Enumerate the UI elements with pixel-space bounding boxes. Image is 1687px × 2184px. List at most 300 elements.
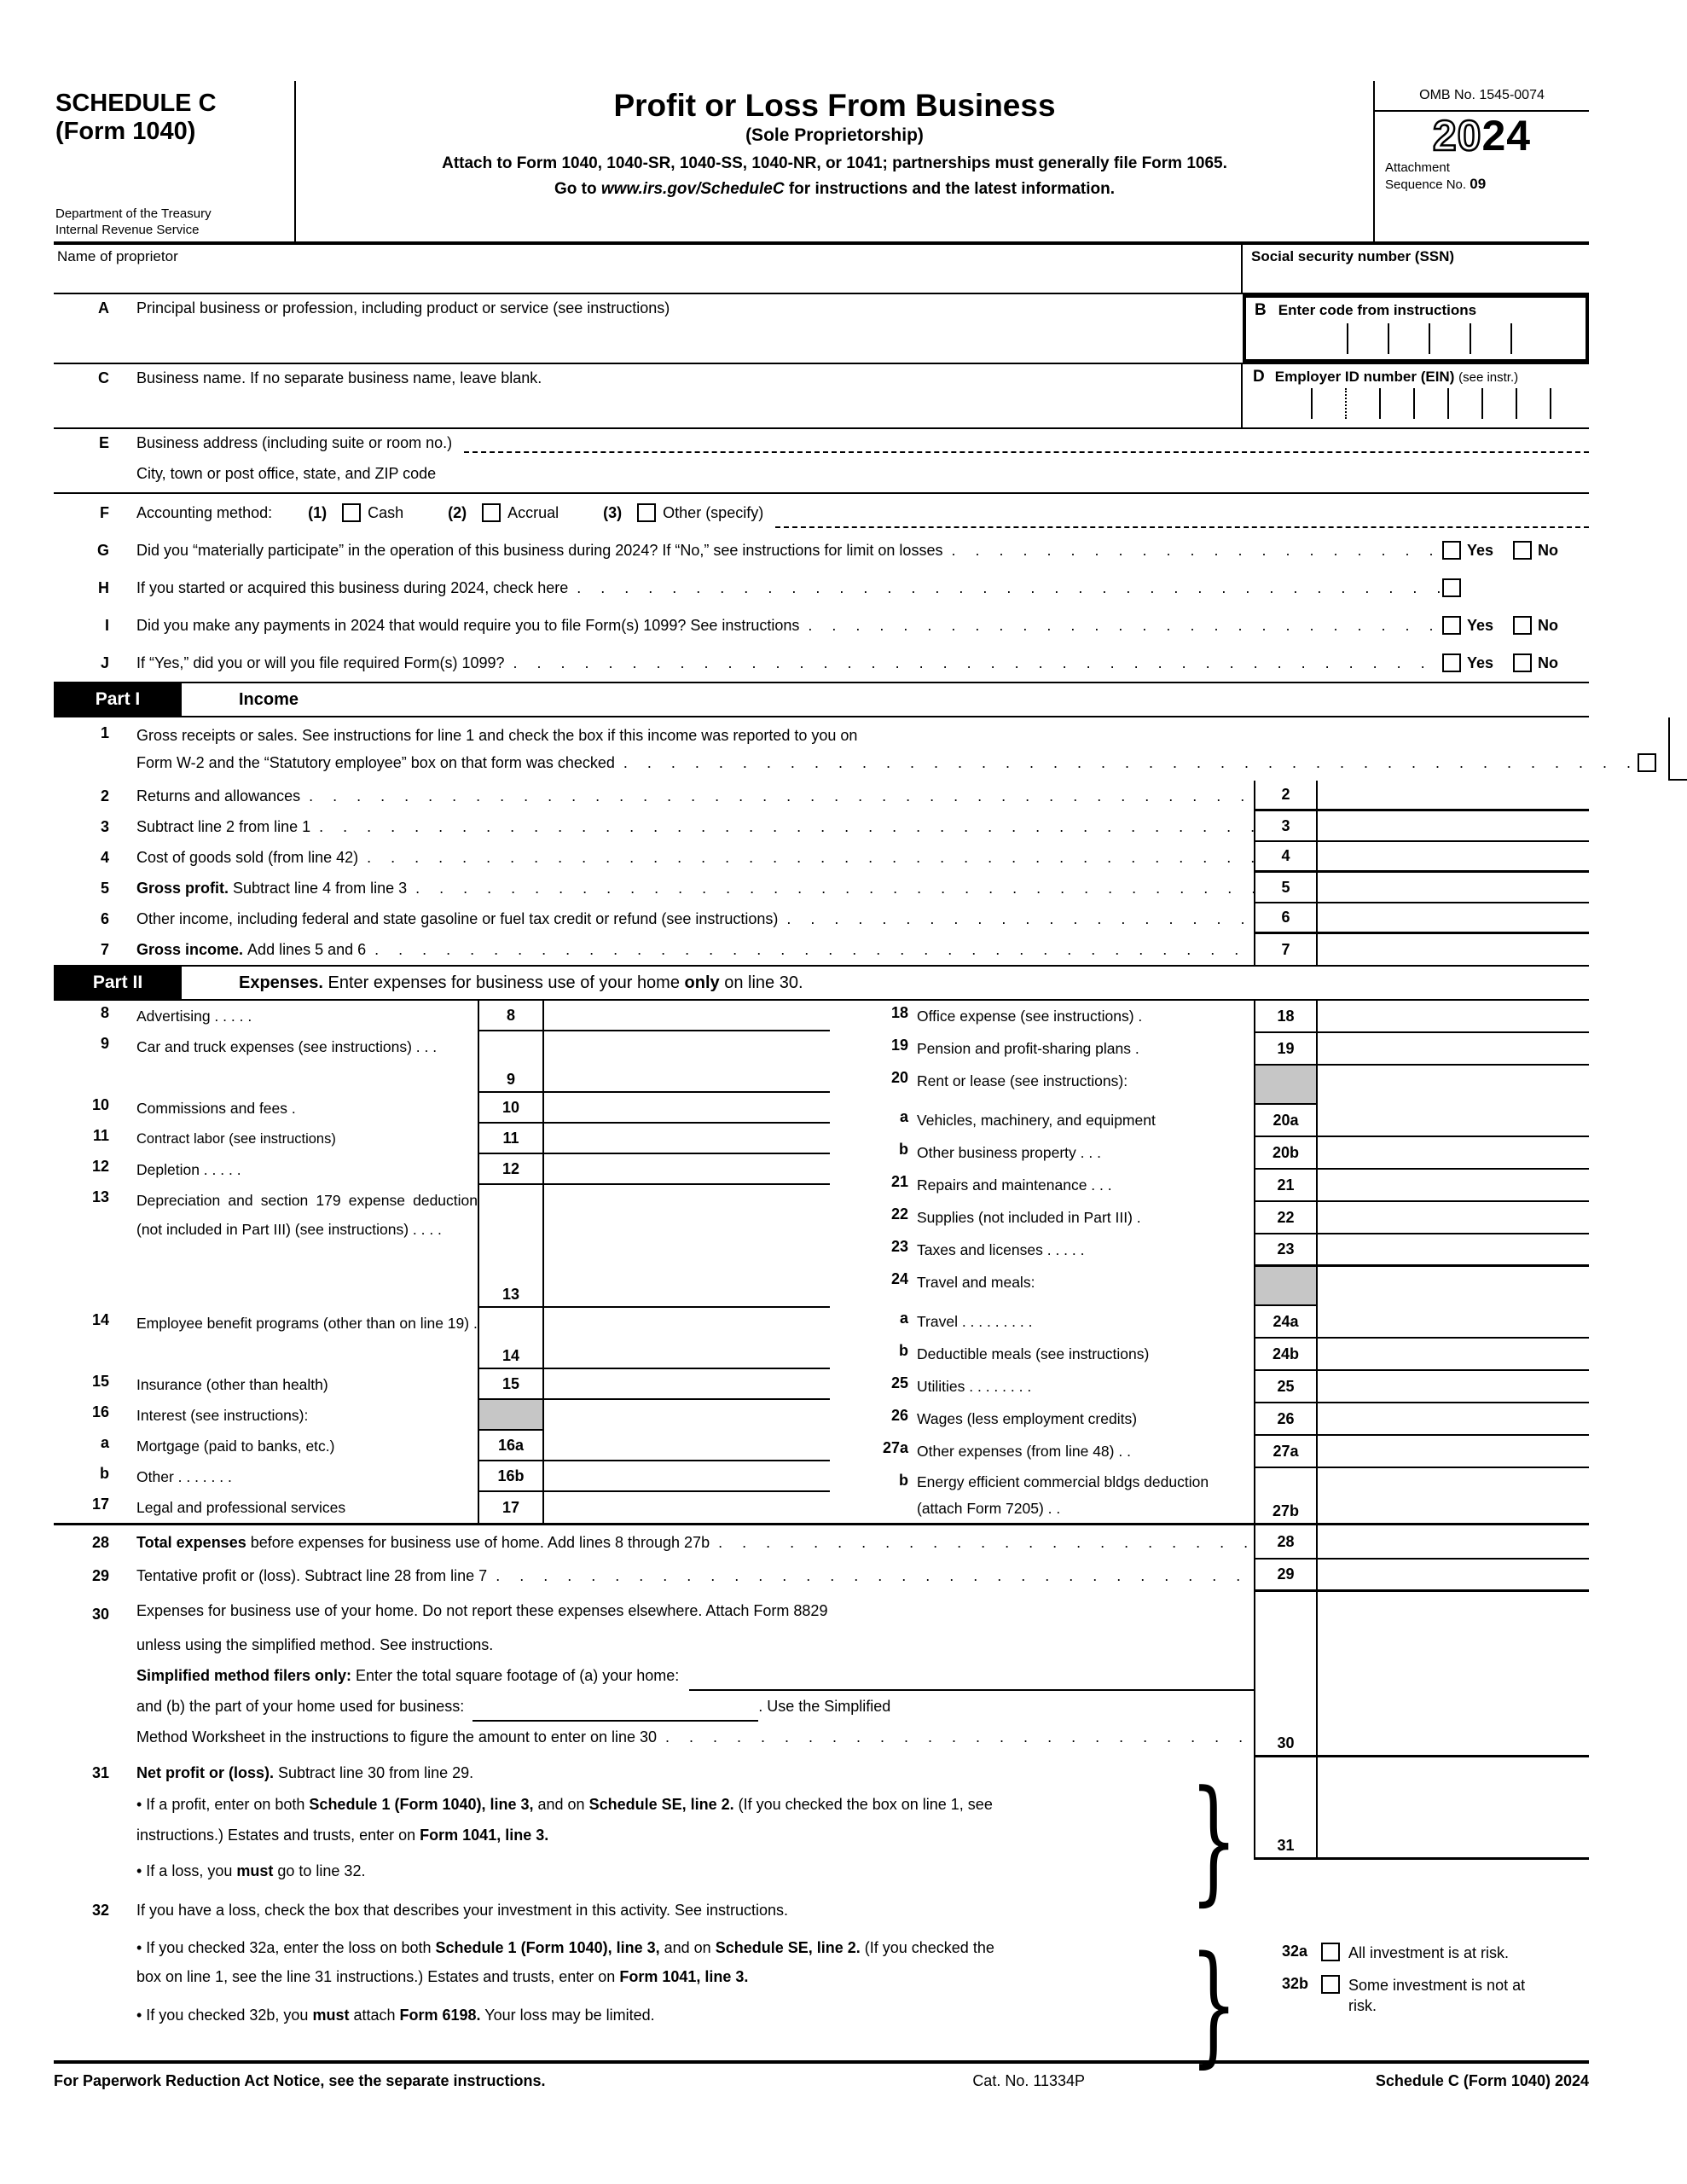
line-c-d-row	[54, 364, 1589, 429]
line-2-number: 2	[100, 787, 109, 804]
i-yes-checkbox[interactable]	[1442, 616, 1461, 635]
form-footer-id: Schedule C (Form 1040) 2024	[1375, 2072, 1589, 2089]
amount-field-27a[interactable]	[1318, 1436, 1589, 1468]
amount-field-18[interactable]	[1318, 1001, 1589, 1033]
line-i-row	[54, 607, 1589, 644]
expense-label: Insurance (other than health)	[136, 1376, 328, 1393]
box-number: 19	[1254, 1033, 1318, 1066]
amount-field-17[interactable]	[544, 1492, 830, 1523]
line-30-box-number: 30	[1254, 1592, 1318, 1757]
line-5-amount-field[interactable]	[1318, 873, 1589, 903]
expense-label: Commissions and fees .	[136, 1100, 296, 1117]
line-number: 25	[890, 1374, 908, 1391]
amount-field-15[interactable]	[544, 1369, 830, 1400]
expense-label: Supplies (not included in Part III) .	[917, 1209, 1141, 1226]
expense-row-16b	[54, 1461, 830, 1492]
expense-row-13	[54, 1185, 830, 1308]
line-31-bullet-profit: • If a profit, enter on both Schedule 1 (Form 1040), line 3, and on Schedule SE, line 2. (If you checked the box on line 1, see instructions.) Estates and trusts, enter on Form 1041, line 3.	[136, 1796, 993, 1844]
expense-grid-left	[54, 1001, 830, 1523]
j-yes-label: Yes	[1467, 653, 1494, 671]
line-29-number: 29	[91, 1566, 109, 1584]
line-3-box-number: 3	[1254, 811, 1318, 842]
expense-row-19	[855, 1033, 1589, 1066]
line-5-number: 5	[100, 879, 109, 897]
line-31-box-number: 31	[1254, 1757, 1318, 1860]
expense-label: Pension and profit-sharing plans .	[917, 1040, 1139, 1057]
expense-label: Vehicles, machinery, and equipment	[917, 1112, 1156, 1129]
city-state-zip-field[interactable]	[436, 465, 1589, 483]
cash-label: Cash	[368, 503, 404, 521]
line-4-amount-field[interactable]	[1318, 842, 1589, 873]
amount-field-21[interactable]	[1318, 1170, 1589, 1202]
expense-label: Car and truck expenses (see instructions) . . .	[136, 1038, 438, 1055]
expense-row-16a	[54, 1431, 830, 1461]
expense-label: Contract labor (see instructions)	[136, 1131, 336, 1147]
line-31-amount-field[interactable]	[1318, 1757, 1589, 1860]
code-cell[interactable]	[1470, 323, 1510, 354]
line-number: 20	[890, 1069, 908, 1086]
goto-instruction: Go to www.irs.gov/ScheduleC for instructions and the latest information.	[554, 180, 1115, 198]
business-sqft-field[interactable]	[472, 1699, 758, 1722]
line-30-number: 30	[91, 1606, 109, 1623]
line-30-text-2: unless using the simplified method. See instructions.	[136, 1636, 494, 1653]
line-4-number: 4	[100, 848, 109, 866]
expense-row-24b	[855, 1339, 1589, 1371]
form-subtitle: (Sole Proprietorship)	[745, 125, 924, 145]
attach-instruction: Attach to Form 1040, 1040-SR, 1040-SS, 1040-NR, or 1041; partnerships must generally file Form 1065.	[442, 154, 1227, 172]
line-f-row	[54, 494, 1589, 531]
g-yes-label: Yes	[1467, 541, 1494, 559]
line-30-simplified-label: . Use the Simplified	[758, 1698, 891, 1715]
expense-row-11	[54, 1124, 830, 1154]
line-2-amount-field[interactable]	[1318, 781, 1589, 811]
line-a-letter: A	[98, 299, 109, 317]
expense-label: Depletion . . . . .	[136, 1161, 241, 1178]
j-no-label: No	[1538, 653, 1558, 671]
shaded-cell	[1254, 1066, 1318, 1105]
dot-leader	[358, 849, 1254, 867]
amount-field-22[interactable]	[1318, 1202, 1589, 1234]
amount-field-27b[interactable]	[1318, 1468, 1589, 1523]
line-number: 17	[91, 1496, 109, 1513]
other-method-checkbox[interactable]	[637, 503, 656, 522]
business-code-field[interactable]	[1306, 323, 1580, 354]
irs-label: Internal Revenue Service	[55, 223, 200, 237]
line-number: 11	[92, 1127, 109, 1144]
line-number: 27a	[882, 1439, 908, 1456]
box-number: 11	[478, 1124, 544, 1154]
line-6-amount-field[interactable]	[1318, 903, 1589, 934]
box-number: 18	[1254, 1001, 1318, 1033]
line-6-row	[54, 903, 1589, 934]
line-1-text-1: Gross receipts or sales. See instructions for line 1 and check the box if this income was reported to you on	[136, 727, 858, 744]
amount-spacer	[544, 1400, 830, 1431]
h-checkbox[interactable]	[1442, 578, 1461, 597]
form-title: Profit or Loss From Business	[613, 88, 1056, 123]
box-number: 20b	[1254, 1137, 1318, 1170]
code-cell[interactable]	[1347, 323, 1388, 354]
line-b-code-box	[1243, 294, 1589, 363]
line-7-row	[54, 934, 1589, 965]
line-5-text: Gross profit. Subtract line 4 from line 3	[136, 879, 408, 897]
box-number: 21	[1254, 1170, 1318, 1202]
expense-row-24	[855, 1267, 1589, 1306]
expense-label: Utilities . . . . . . . .	[917, 1378, 1032, 1395]
expense-row-9	[54, 1031, 830, 1093]
expense-label: Rent or lease (see instructions):	[917, 1072, 1128, 1089]
box-number: 22	[1254, 1202, 1318, 1234]
i-no-label: No	[1538, 616, 1558, 634]
dept-treasury-label: Department of the Treasury	[55, 206, 212, 221]
ein-cell[interactable]	[1311, 388, 1345, 419]
some-investment-not-at-risk-checkbox[interactable]	[1321, 1975, 1340, 1994]
dot-leader	[568, 579, 1442, 597]
option-3-number: (3)	[603, 503, 623, 521]
line-3-row	[54, 811, 1589, 842]
dot-leader	[799, 617, 1442, 635]
amount-field-16b[interactable]	[544, 1461, 830, 1492]
line-32-text: If you have a loss, check the box that describes your investment in this activity. See instructions.	[136, 1902, 789, 1919]
g-yes-checkbox[interactable]	[1442, 541, 1461, 560]
ein-cell[interactable]	[1550, 388, 1584, 419]
expense-row-23	[855, 1234, 1589, 1267]
code-cell[interactable]	[1306, 323, 1347, 354]
accrual-label: Accrual	[507, 503, 559, 521]
expense-label: Employee benefit programs (other than on line 19) .	[136, 1315, 478, 1332]
line-number: 8	[100, 1004, 109, 1021]
line-letter: a	[899, 1310, 908, 1327]
code-cell[interactable]	[1510, 323, 1551, 354]
expense-label: Wages (less employment credits)	[917, 1410, 1138, 1427]
option-2-number: (2)	[448, 503, 467, 521]
expense-grid	[54, 1001, 1589, 1525]
part1-rows	[54, 717, 1589, 965]
line-31-text: Net profit or (loss). Subtract line 30 from line 29.	[136, 1764, 474, 1781]
line-28-number: 28	[91, 1533, 109, 1551]
expense-label: Mortgage (paid to banks, etc.)	[136, 1438, 335, 1455]
part2-banner	[54, 965, 1589, 1001]
label-32a: 32a	[1282, 1943, 1308, 1960]
line-29-amount-field[interactable]	[1318, 1560, 1589, 1592]
line-32-number: 32	[91, 1902, 109, 1919]
expense-label: Travel and meals:	[917, 1274, 1035, 1291]
line-3-amount-field[interactable]	[1318, 811, 1589, 842]
ein-cell[interactable]	[1345, 388, 1379, 419]
box-number: 10	[478, 1093, 544, 1124]
ein-field[interactable]	[1277, 388, 1584, 419]
g-no-label: No	[1538, 541, 1558, 559]
cash-checkbox[interactable]	[342, 503, 361, 522]
line-g-letter: G	[96, 541, 109, 559]
year-outline-digits: 20	[1432, 112, 1482, 160]
accounting-method-label: Accounting method:	[136, 503, 273, 521]
line-28-box-number: 28	[1254, 1525, 1318, 1560]
line-c-letter: C	[98, 369, 109, 386]
home-sqft-field[interactable]	[689, 1669, 1254, 1691]
box-number: 23	[1254, 1234, 1318, 1267]
dot-leader	[487, 1567, 1254, 1585]
line-letter: a	[100, 1434, 109, 1451]
ein-cell[interactable]	[1277, 388, 1311, 419]
box-number: 16a	[478, 1431, 544, 1461]
form-id-block	[54, 81, 296, 241]
dot-leader	[366, 941, 1254, 959]
line-g-text: Did you “materially participate” in the operation of this business during 2024? If “No,” see instructions for limit on losses	[136, 541, 943, 559]
ssn-label: Social security number (SSN)	[1251, 248, 1455, 264]
ein-cell[interactable]	[1413, 388, 1447, 419]
business-name-field[interactable]	[542, 369, 1241, 427]
sequence-label: Sequence No.	[1385, 177, 1470, 192]
part2-title: Expenses. Enter expenses for business use of your home only on line 30.	[239, 973, 803, 992]
line-number: 21	[890, 1173, 908, 1190]
box-number: 8	[478, 1001, 544, 1031]
line-h-text: If you started or acquired this business during 2024, check here	[136, 578, 569, 596]
expense-grid-right	[855, 1001, 1589, 1523]
amount-field-13[interactable]	[544, 1185, 830, 1308]
ein-cell[interactable]	[1379, 388, 1413, 419]
line-29-row	[54, 1560, 1589, 1592]
box-number: 26	[1254, 1403, 1318, 1436]
line-32-bullet-32a: • If you checked 32a, enter the loss on both Schedule 1 (Form 1040), line 3, and on Schedule SE, line 2. (If you checked the box on line 1, see the line 31 instructions.) Estates and trusts, enter on Form 1041, line 3.	[136, 1939, 994, 1985]
dot-leader	[310, 818, 1254, 836]
box-number: 24b	[1254, 1339, 1318, 1371]
code-cell[interactable]	[1388, 323, 1429, 354]
accrual-checkbox[interactable]	[482, 503, 501, 522]
j-yes-checkbox[interactable]	[1442, 653, 1461, 672]
amount-field-20a[interactable]	[1318, 1105, 1589, 1137]
line-2-box-number: 2	[1254, 781, 1318, 811]
amount-field-10[interactable]	[544, 1093, 830, 1124]
line-d-letter: D	[1253, 368, 1265, 386]
amount-field-16a[interactable]	[544, 1431, 830, 1461]
amount-field-26[interactable]	[1318, 1403, 1589, 1436]
expense-label: Legal and professional services	[136, 1499, 346, 1516]
line-29-box-number: 29	[1254, 1560, 1318, 1592]
expense-row-16	[54, 1400, 830, 1431]
amount-field-12[interactable]	[544, 1154, 830, 1185]
dot-leader	[505, 654, 1442, 672]
expense-label: Other business property . . .	[917, 1144, 1101, 1161]
line-number: 26	[890, 1407, 908, 1424]
business-address-field[interactable]	[464, 434, 1589, 453]
line-number: 18	[890, 1004, 908, 1021]
line-h-letter: H	[98, 578, 109, 596]
amount-spacer	[1318, 1066, 1589, 1105]
schedule-label: SCHEDULE C	[55, 90, 217, 117]
omb-number: OMB No. 1545-0074	[1375, 81, 1589, 112]
dot-leader	[710, 1534, 1254, 1552]
line-7-amount-field[interactable]	[1318, 934, 1589, 965]
other-method-specify-field[interactable]	[775, 509, 1589, 528]
tax-year	[1375, 113, 1589, 158]
line-j-row	[54, 644, 1589, 682]
line-number: 22	[890, 1205, 908, 1223]
amount-field-19[interactable]	[1318, 1033, 1589, 1066]
box-number: 15	[478, 1369, 544, 1400]
box-number: 12	[478, 1154, 544, 1185]
expense-row-20b	[855, 1137, 1589, 1170]
paperwork-notice: For Paperwork Reduction Act Notice, see the separate instructions.	[54, 2072, 546, 2089]
line-4-box-number: 4	[1254, 842, 1318, 873]
name-of-proprietor-label: Name of proprietor	[57, 248, 178, 264]
code-cell[interactable]	[1429, 323, 1470, 354]
some-investment-not-at-risk-label: Some investment is not at risk.	[1348, 1977, 1526, 2014]
expense-label: Energy efficient commercial bldgs deduction (attach Form 7205) . .	[917, 1473, 1209, 1517]
line-7-number: 7	[100, 940, 109, 958]
line-d-text: Employer ID number (EIN)	[1274, 369, 1459, 385]
line-i-letter: I	[104, 616, 109, 634]
expense-label: Depreciation and section 179 expense deduction (not included in Part III) (see instructions) . . . .	[136, 1192, 478, 1238]
amount-field-14[interactable]	[544, 1308, 830, 1369]
ein-cell[interactable]	[1481, 388, 1516, 419]
line-1-text-2: Form W-2 and the “Statutory employee” box on that form was checked	[136, 754, 615, 771]
line-a-text: Principal business or profession, including product or service (see instructions)	[136, 299, 670, 317]
line-e-row	[54, 429, 1589, 494]
line-31-brace: }	[1190, 1761, 1238, 1919]
line-number: 9	[100, 1035, 109, 1052]
expense-row-12	[54, 1154, 830, 1185]
expense-label: Taxes and licenses . . . . .	[917, 1241, 1085, 1258]
expense-row-27b	[855, 1468, 1589, 1523]
expense-label: Other expenses (from line 48) . .	[917, 1443, 1131, 1460]
all-investment-at-risk-checkbox[interactable]	[1321, 1943, 1340, 1961]
line-30-amount-field[interactable]	[1318, 1592, 1589, 1757]
line-2-text: Returns and allowances	[136, 787, 301, 804]
part1-label: Part I	[54, 683, 182, 716]
dot-leader	[657, 1722, 1254, 1752]
line-30-sqft-label: Simplified method filers only: Enter the total square footage of (a) your home:	[136, 1667, 680, 1684]
box-number: 20a	[1254, 1105, 1318, 1137]
line-g-row	[54, 531, 1589, 569]
line-3-text: Subtract line 2 from line 1	[136, 817, 311, 835]
sequence-number: 09	[1470, 176, 1487, 192]
part2-label: Part II	[54, 967, 182, 999]
box-number: 13	[478, 1185, 544, 1308]
omb-block	[1373, 81, 1589, 241]
line-i-text: Did you make any payments in 2024 that would require you to file Form(s) 1099? See instructions	[136, 616, 800, 634]
line-b-text: Enter code from instructions	[1278, 302, 1477, 318]
line-5-row	[54, 873, 1589, 903]
line-letter: b	[899, 1141, 908, 1158]
amount-field-24a[interactable]	[1318, 1306, 1589, 1339]
line-31-number: 31	[91, 1764, 109, 1781]
box-number: 9	[478, 1031, 544, 1093]
j-no-checkbox[interactable]	[1513, 653, 1532, 672]
ein-cell[interactable]	[1447, 388, 1481, 419]
expense-row-10	[54, 1093, 830, 1124]
expense-row-22	[855, 1202, 1589, 1234]
line-h-row	[54, 569, 1589, 607]
proprietor-row	[54, 245, 1589, 294]
attachment-sequence	[1375, 158, 1589, 196]
amount-field-8[interactable]	[544, 1001, 830, 1031]
line-letter: a	[899, 1108, 908, 1125]
line-1-number: 1	[100, 724, 109, 741]
line-e-gutter-spacer	[54, 465, 109, 483]
line-30-business-sqft-label: and (b) the part of your home used for business:	[136, 1698, 465, 1715]
line-c-text: Business name. If no separate business name, leave blank.	[136, 369, 542, 386]
all-investment-at-risk-label: All investment is at risk.	[1348, 1944, 1510, 1961]
line-e-city-label: City, town or post office, state, and ZIP code	[136, 465, 437, 482]
expense-row-27a	[855, 1436, 1589, 1468]
part1-title: Income	[239, 689, 299, 709]
dot-leader	[407, 880, 1254, 897]
box-number: 24a	[1254, 1306, 1318, 1339]
line-e-address-label: Business address (including suite or room no.)	[136, 434, 453, 451]
expense-row-8	[54, 1001, 830, 1031]
amount-field-23[interactable]	[1318, 1234, 1589, 1267]
line-2-row	[54, 781, 1589, 811]
line-7-box-number: 7	[1254, 934, 1318, 965]
expense-row-17	[54, 1492, 830, 1523]
i-no-checkbox[interactable]	[1513, 616, 1532, 635]
line-number: 12	[91, 1158, 109, 1175]
option-1-number: (1)	[308, 503, 328, 521]
amount-field-20b[interactable]	[1318, 1137, 1589, 1170]
line-32-bullet-32b: • If you checked 32b, you must attach Form 6198. Your loss may be limited.	[136, 2007, 655, 2024]
dot-leader	[300, 787, 1254, 805]
line-b-letter: B	[1255, 301, 1267, 319]
line-3-number: 3	[100, 817, 109, 835]
line-30-row	[54, 1592, 1589, 1757]
attachment-label: Attachment	[1385, 160, 1450, 175]
line-7-text: Gross income. Add lines 5 and 6	[136, 940, 367, 958]
amount-field-11[interactable]	[544, 1124, 830, 1154]
line-1-row	[54, 717, 1589, 781]
expense-label: Advertising . . . . .	[136, 1008, 252, 1025]
form-title-block	[296, 81, 1373, 241]
line-number: 19	[890, 1037, 908, 1054]
amount-field-25[interactable]	[1318, 1371, 1589, 1403]
ein-cell[interactable]	[1516, 388, 1550, 419]
line-j-text: If “Yes,” did you or will you file required Form(s) 1099?	[136, 653, 505, 671]
line-6-box-number: 6	[1254, 903, 1318, 934]
amount-spacer	[1318, 1267, 1589, 1306]
expense-label: Interest (see instructions):	[136, 1407, 309, 1424]
line-d-note: (see instr.)	[1458, 370, 1519, 385]
amount-field-9[interactable]	[544, 1031, 830, 1093]
expense-label: Travel . . . . . . . . .	[917, 1313, 1033, 1330]
expense-label: Office expense (see instructions) .	[917, 1008, 1143, 1025]
box-number: 27b	[1254, 1468, 1318, 1523]
expense-label: Deductible meals (see instructions)	[917, 1345, 1150, 1362]
line-6-number: 6	[100, 909, 109, 927]
line-j-letter: J	[100, 653, 109, 671]
box-number: 17	[478, 1492, 544, 1523]
box-number: 14	[478, 1308, 544, 1369]
line-a-b-row	[54, 294, 1589, 364]
line-1-box-number	[1668, 717, 1687, 781]
expense-row-24a	[855, 1306, 1589, 1339]
line-number: 24	[890, 1270, 908, 1287]
expense-row-26	[855, 1403, 1589, 1436]
at-risk-option-32b	[1282, 1975, 1594, 2016]
g-no-checkbox[interactable]	[1513, 541, 1532, 560]
line-28-amount-field[interactable]	[1318, 1525, 1589, 1560]
line-number: 23	[890, 1238, 908, 1255]
line-30-text-5: Method Worksheet in the instructions to figure the amount to enter on line 30	[136, 1728, 658, 1745]
line-4-text: Cost of goods sold (from line 42)	[136, 848, 359, 866]
dot-leader	[942, 542, 1442, 560]
form-number-label: (Form 1040)	[55, 118, 196, 145]
part1-banner	[54, 682, 1589, 717]
statutory-employee-checkbox[interactable]	[1638, 753, 1656, 772]
line-d-ein-panel	[1243, 364, 1589, 427]
expense-row-15	[54, 1369, 830, 1400]
expense-row-20	[855, 1066, 1589, 1105]
amount-field-24b[interactable]	[1318, 1339, 1589, 1371]
line-28-row	[54, 1525, 1589, 1560]
